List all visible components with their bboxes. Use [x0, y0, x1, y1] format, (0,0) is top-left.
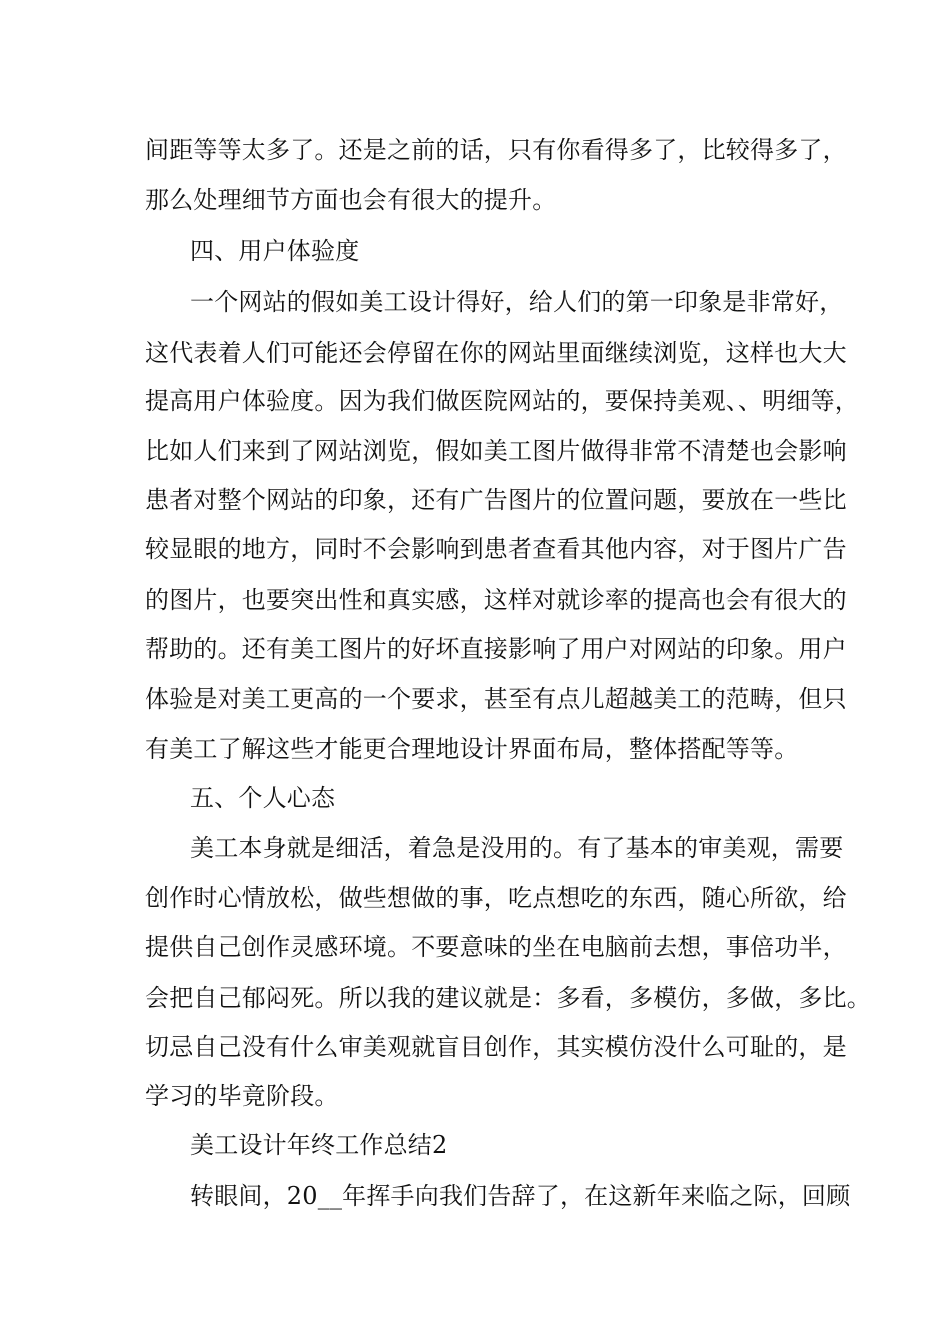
document-section-title: 美工设计年终工作总结2 [190, 1131, 448, 1159]
section-heading-user-experience: 四、用户体验度 [190, 237, 360, 265]
paragraph-line-16: 创作时心情放松，做些想做的事，吃点想吃的东西，随心所欲，给 [145, 884, 847, 912]
paragraph-line-20: 学习的毕竟阶段。 [145, 1082, 339, 1110]
paragraph-line-6: 提高用户体验度。因为我们做医院网站的，要保持美观、、明细等， [145, 387, 859, 415]
paragraph-line-11: 帮助的。还有美工图片的好坏直接影响了用户对网站的印象。用户 [145, 635, 847, 663]
paragraph-line-10: 的图片，也要突出性和真实感，这样对就诊率的提高也会有很大的 [145, 586, 847, 614]
paragraph-line-17: 提供自己创作灵感环境。不要意味的坐在电脑前去想，事倍功半， [145, 933, 847, 961]
paragraph-line-18: 会把自己郁闷死。所以我的建议就是：多看，多模仿，多做，多比。 [145, 984, 871, 1012]
paragraph-line-2: 那么处理细节方面也会有很大的提升。 [145, 186, 557, 214]
paragraph-line-15: 美工本身就是细活，着急是没用的。有了基本的审美观，需要 [190, 834, 844, 862]
section-heading-personal-mindset: 五、个人心态 [190, 784, 336, 812]
paragraph-line-8: 患者对整个网站的印象，还有广告图片的位置问题，要放在一些比 [145, 486, 847, 514]
paragraph-line-7: 比如人们来到了网站浏览，假如美工图片做得非常不清楚也会影响 [145, 437, 847, 465]
paragraph-line-22: 转眼间，20__年挥手向我们告辞了，在这新年来临之际，回顾 [190, 1182, 851, 1210]
paragraph-line-13: 有美工了解这些才能更合理地设计界面布局，整体搭配等等。 [145, 735, 799, 763]
paragraph-line-5: 这代表着人们可能还会停留在你的网站里面继续浏览，这样也大大 [145, 339, 847, 367]
paragraph-line-9: 较显眼的地方，同时不会影响到患者查看其他内容，对于图片广告 [145, 535, 847, 563]
paragraph-line-12: 体验是对美工更高的一个要求，甚至有点儿超越美工的范畴，但只 [145, 685, 847, 713]
paragraph-line-19: 切忌自己没有什么审美观就盲目创作，其实模仿没什么可耻的，是 [145, 1033, 847, 1061]
paragraph-line-1: 间距等等太多了。还是之前的话，只有你看得多了，比较得多了， [145, 136, 847, 164]
paragraph-line-4: 一个网站的假如美工设计得好，给人们的第一印象是非常好， [190, 288, 844, 316]
